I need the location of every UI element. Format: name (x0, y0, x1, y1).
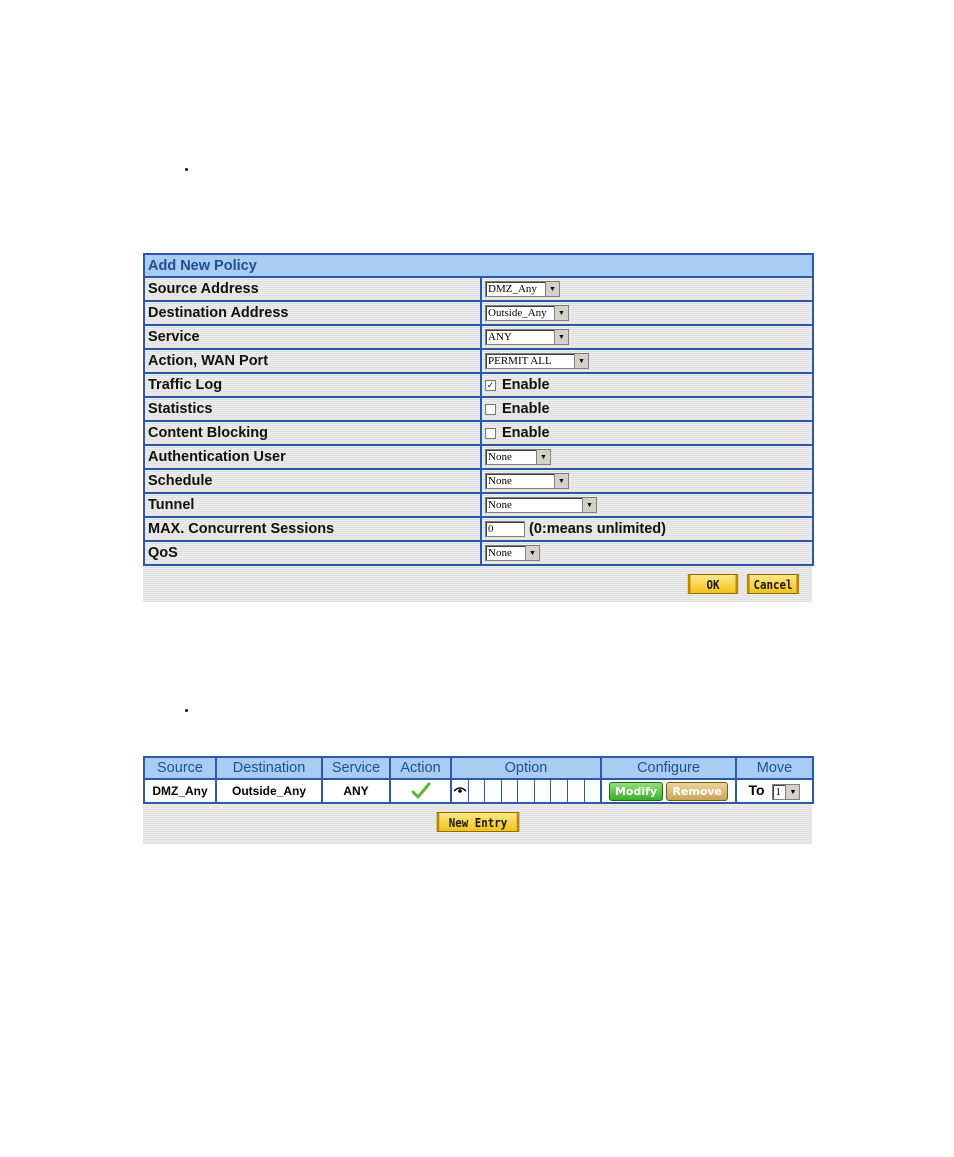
statistics-checkbox[interactable] (485, 404, 496, 415)
row-label: Schedule (144, 469, 481, 493)
chevron-down-icon: ▼ (554, 306, 568, 320)
row-label: Action, WAN Port (144, 349, 481, 373)
ok-button[interactable]: OK (688, 574, 738, 594)
row-label: Authentication User (144, 445, 481, 469)
column-header: Source (144, 757, 216, 779)
column-header: Action (390, 757, 451, 779)
source-cell: DMZ_Any (144, 779, 216, 803)
chevron-down-icon: ▼ (536, 450, 550, 464)
destination-address-select[interactable]: Outside_Any ▼ (485, 305, 569, 321)
policy-list-table (143, 756, 814, 804)
chevron-down-icon: ▼ (525, 546, 539, 560)
source-address-select[interactable]: DMZ_Any ▼ (485, 281, 560, 297)
service-select[interactable]: ANY ▼ (485, 329, 569, 345)
eye-icon[interactable] (452, 780, 468, 802)
chevron-down-icon: ▼ (785, 785, 799, 799)
policy-form-table (143, 253, 814, 566)
chevron-down-icon: ▼ (554, 474, 568, 488)
add-policy-form (143, 253, 812, 602)
service-cell: ANY (322, 779, 390, 803)
row-label: Source Address (144, 277, 481, 301)
schedule-select[interactable]: None ▼ (485, 473, 569, 489)
column-header: Service (322, 757, 390, 779)
chevron-down-icon: ▼ (582, 498, 596, 512)
chevron-down-icon: ▼ (574, 354, 588, 368)
checkbox-label: Enable (502, 425, 550, 441)
column-header: Move (736, 757, 813, 779)
column-header: Configure (601, 757, 736, 779)
chevron-down-icon: ▼ (554, 330, 568, 344)
row-label: Traffic Log (144, 373, 481, 397)
form-footer (143, 566, 812, 602)
authentication-user-select[interactable]: None ▼ (485, 449, 551, 465)
modify-button[interactable]: Modify (609, 782, 663, 801)
row-label: MAX. Concurrent Sessions (144, 517, 481, 541)
table-row (144, 779, 813, 803)
max-sessions-hint: (0:means unlimited) (529, 520, 666, 537)
column-header: Option (451, 757, 601, 779)
checkbox-label: Enable (502, 377, 550, 393)
move-cell (736, 779, 813, 803)
bullet-1 (185, 168, 188, 171)
row-label: Statistics (144, 397, 481, 421)
bullet-2 (185, 709, 188, 712)
row-label: Content Blocking (144, 421, 481, 445)
row-label: Service (144, 325, 481, 349)
qos-select[interactable]: None ▼ (485, 545, 540, 561)
row-label: QoS (144, 541, 481, 565)
policy-list (143, 756, 812, 844)
content-blocking-checkbox[interactable] (485, 428, 496, 439)
move-select[interactable]: 1 ▼ (772, 784, 800, 800)
tunnel-select[interactable]: None ▼ (485, 497, 597, 513)
row-label: Tunnel (144, 493, 481, 517)
max-sessions-input[interactable]: 0 (485, 521, 525, 537)
action-cell (390, 779, 451, 803)
traffic-log-checkbox[interactable]: ✓ (486, 379, 495, 390)
form-title: Add New Policy (144, 254, 813, 277)
option-cell (451, 779, 601, 803)
list-footer (143, 804, 812, 844)
configure-cell (601, 779, 736, 803)
remove-button[interactable]: Remove (666, 782, 728, 801)
action-wan-port-select[interactable]: PERMIT ALL ▼ (485, 353, 589, 369)
new-entry-button[interactable]: New Entry (437, 812, 520, 832)
column-header: Destination (216, 757, 322, 779)
row-label: Destination Address (144, 301, 481, 325)
cancel-button[interactable]: Cancel (747, 574, 799, 594)
move-prefix: To (748, 782, 765, 799)
chevron-down-icon: ▼ (545, 282, 559, 296)
checkbox-label: Enable (502, 401, 550, 417)
check-icon (411, 782, 431, 800)
destination-cell: Outside_Any (216, 779, 322, 803)
